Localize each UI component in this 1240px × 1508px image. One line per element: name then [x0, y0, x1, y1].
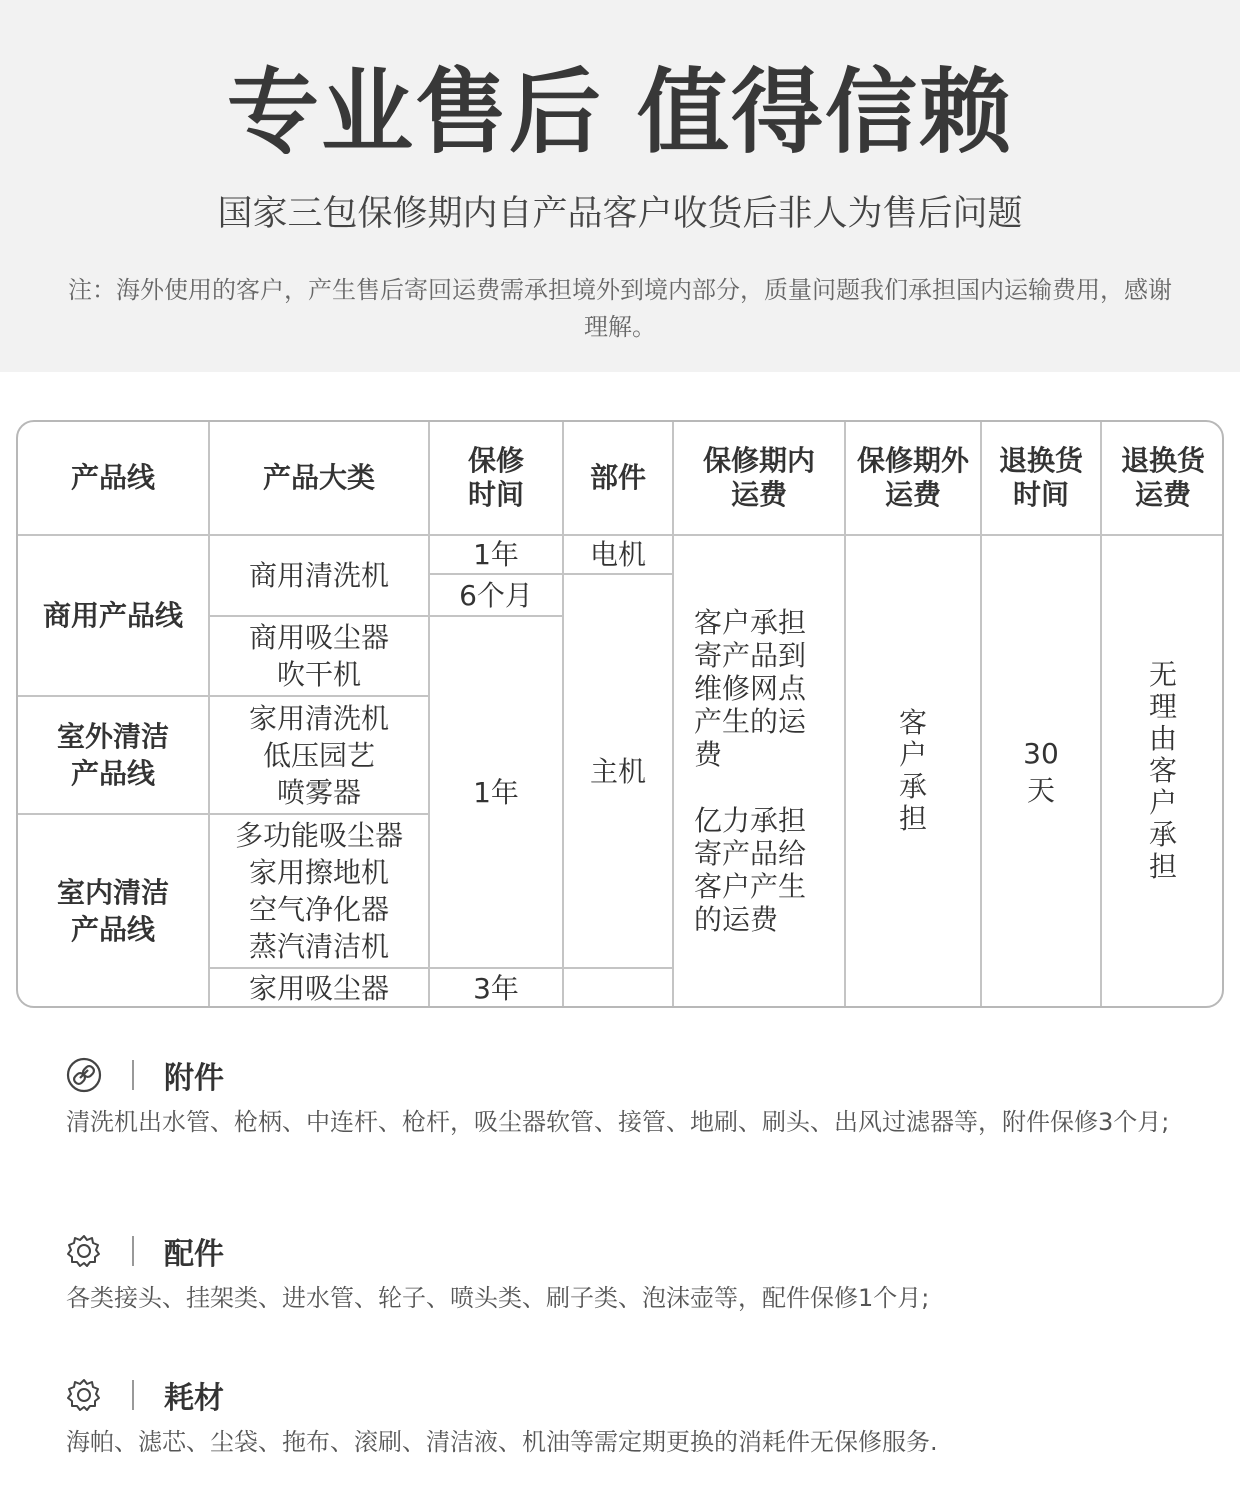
section-title: 附件	[164, 1061, 224, 1096]
gear-icon	[66, 1377, 102, 1413]
page-subtitle: 国家三包保修期内自产品客户收货后非人为售后问题	[217, 194, 1023, 234]
section-title: 配件	[164, 1237, 224, 1272]
category-outdoor: 家用清洗机 低压园艺 喷雾器	[209, 696, 429, 814]
overseas-note: 注：海外使用的客户，产生售后寄回运费需承担境外到境内部分，质量问题我们承担国内运输费用，感谢理解。	[68, 276, 1172, 341]
return-freight: 无理由客户承担	[1101, 535, 1224, 1008]
gear-icon	[66, 1233, 102, 1269]
link-icon	[66, 1057, 102, 1093]
out-warranty-freight: 客户承担	[845, 535, 981, 1008]
product-line-indoor: 室内清洁产品线	[17, 814, 209, 1008]
header-banner	[0, 0, 1240, 372]
warranty-home-vacuum: 3年	[429, 968, 563, 1008]
return-time: 30天	[981, 535, 1101, 1008]
category-commercial-washer: 商用清洗机	[209, 535, 429, 616]
warranty-table	[16, 420, 1224, 1008]
header-in-warranty-freight: 保修期内运费	[673, 421, 845, 535]
header-return-time: 退换货时间	[981, 421, 1101, 535]
category-commercial-vacuum: 商用吸尘器 吹干机	[209, 616, 429, 696]
header-product-line: 产品线	[17, 421, 209, 535]
part-motor: 电机	[563, 535, 673, 574]
page-title: 专业售后 值得信赖	[226, 59, 1014, 166]
category-home-vacuum: 家用吸尘器	[209, 968, 429, 1008]
header-category: 产品大类	[209, 421, 429, 535]
section-text: 清洗机出水管、枪柄、中连杆、枪杆，吸尘器软管、接管、地刷、刷头、出风过滤器等，附件保修3个月;	[66, 1108, 1170, 1136]
header-warranty-time: 保修时间	[429, 421, 563, 535]
warranty-motor: 1年	[429, 535, 563, 574]
warranty-one-year: 1年	[429, 616, 563, 968]
section-text: 海帕、滤芯、尘袋、拖布、滚刷、清洁液、机油等需定期更换的消耗件无保修服务.	[66, 1428, 938, 1456]
product-line-outdoor: 室外清洁产品线	[17, 696, 209, 814]
warranty-commercial-washer-host: 6个月	[429, 574, 563, 616]
header-out-warranty-freight: 保修期外运费	[845, 421, 981, 535]
product-line-commercial: 商用产品线	[17, 535, 209, 696]
section-accessories	[66, 1050, 1186, 1139]
section-parts	[66, 1226, 1186, 1315]
category-indoor: 多功能吸尘器 家用擦地机 空气净化器 蒸汽清洁机	[209, 814, 429, 968]
part-host: 主机	[563, 574, 673, 968]
header-parts: 部件	[563, 421, 673, 535]
header-return-freight: 退换货运费	[1101, 421, 1224, 535]
section-title: 耗材	[164, 1381, 224, 1416]
section-text: 各类接头、挂架类、进水管、轮子、喷头类、刷子类、泡沫壶等，配件保修1个月;	[66, 1284, 930, 1312]
section-consumables	[66, 1370, 1186, 1459]
table-header-row	[17, 421, 1224, 535]
in-warranty-freight: 客户承担寄产品到维修网点产生的运费 亿力承担寄产品给客户产生的运费	[673, 535, 845, 1008]
